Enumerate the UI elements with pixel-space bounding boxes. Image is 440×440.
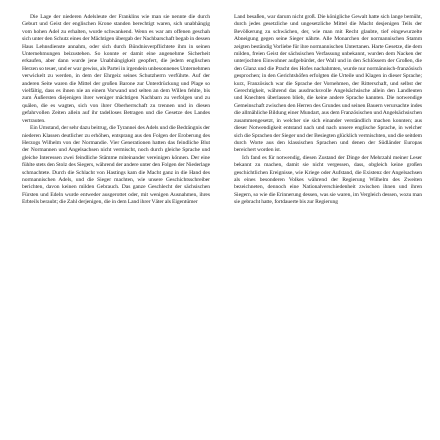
text-column-left — [22, 14, 210, 426]
paragraph: Die Lage der niederen Adelsleute der Franklins wie man sie nennte die durch Geburt und Geist der englischen Krone standen berechtigt waren, sich unabhängig vom hohen Adel zu erhalten, wurde schwankend. Wenn es war am offenen geschah sich unter den Schutz eines der Mächtigen übergab der Nachbarschaft begab in dessen Haus Lehnsdienste annahm, oder sich durch Bündnisverpflichtete ihm in seinen Unternehmungen beizustehen. So konnte er damit eine angenehme Sicherheit erkaufen, aber dann wurde jene Unabhängigkeit geopfert, die jedem englischen Herzen so teuer, und er war gewiss, als Partei in irgendein unbesonnenes Unternehmen verwickelt zu werden, in dem der Ehrgeiz seines Schutzherrn verführte. Auf der anderen Seite waren die Mittel der großen Barone zur Unterdrückung und Plage so vielfältig, dass es ihnen nie an einem Vorwand und selten an dem Willen fehlte, bis zum Äußersten diejenigen ihrer weniger mächtigen Nachbarn zu verfolgen und zu quälen, die es wagten, sich von ihrer Oberherrschaft zu trennen und in diesen gefahrvollen Zeiten allein auf ihr tadelloses Betragen und die Gesetze des Landes vertrauten. — [22, 14, 210, 124]
text-column-right — [234, 14, 422, 426]
paragraph: Land besaßen, war darum nicht groß. Die königliche Gewalt hatte sich lange bemüht, durch jedes gesetzliche und ungesetzliche Mittel die Macht desjenigen Teils der Bevölkerung zu schwächen, der, wie man mit Recht glaubte, tief eingewurzelte Abneigung gegen seine Sieger nährte. Alle Monarchen der normannischen Stamm zeigten beständig Vorliebe für ihre normannischen Untertanen. Harte Gesetze, die dem milden, freien Geist der sächsischen Verfassung unbekannt, wurden dem Nacken der unterjochten Einwohner aufgebürdet, der Wall und in den Schlössern der Großen, die den Glanz und die Pracht des Hofes nachahmten, wurde nur normännisch-französisch gesprochen; in den Gerichtshöfen erfolgten die Urteile und Klagen in dieser Sprache; kurz, Französisch war die Sprache der Vornehmen, der Ritterschaft, und selbst der Gerechtigkeit, während das ausdrucksvolle Angelsächsische allein den Landleuten und Knechten überlassen blieb, die keine andere Sprache kannten. Die notwendige Gemeinschaft zwischen den Herren des Grundes und seinen Bauern verursachte indes die allmähliche Bildung einer Mundart, aus dem Französischen und Angelsächsischen zusammengesetzt, in welcher sie sich einander verständlich machen konnten; aus dieser Notwendigkeit entstand nach und nach unsere englische Sprache, in welcher sich die Sprachen der Sieger und der Besiegten glücklich vermischten, und die seitdem durch Worte aus den klassischen Sprachen und denen der Südländer Europas bereichert worden ist. — [234, 14, 422, 154]
paragraph: Ein Umstand, der sehr dazu beitrug, die Tyrannei des Adels und die Bedrängnis der niederen Klassen deutlicher zu erhöhen, entsprang aus den Folgen der Eroberung des Herzogs Wilhelm von der Normandie. Vier Generationen hatten das feindliche Blut der Normannen und Angelsachsen nicht vermischt, noch durch gleiche Sprache und gleiche Interessen zwei feindliche Stämme miteinander vereinigen können. Der eine fühlte stets den Stolz des Siegers, während der andere unter den Folgen der Niederlage schmachtete. Durch die Schlacht von Hastings kam die Macht ganz in die Hand des normannischen Adels, und die Sieger machten, wie unsere Geschichtsschreiber berichten, davon keinen milden Gebrauch. Das ganze Geschlecht der sächsischen Fürsten und Edeln wurde entweder ausgerottet oder, mit wenigen Ausnahmen, ihres Erbteils beraubt; die Zahl derjenigen, die in dem Land ihrer Väter als Eigentümer — [22, 125, 210, 206]
paragraph: Ich fand es für notwendig, diesen Zustand der Dinge der Mehrzahl meiner Leser bekannt zu machen, damit sie nicht vergessen, dass, obgleich keine großen geschichtlichen Ereignisse, wie Kriege oder Aufstand, die Existenz der Angelsachsen als eines besonderen Volkes während der Regierung Wilhelm des Zweiten bezeichneten, dennoch eine Nationalverschiedenheit zwischen ihnen und ihren Siegern, so wie die Erinnerung dessen, was sie waren, im Vergleich dessen, wozu man sie gebracht hatte, fortdauerte bis zur Regierung — [234, 154, 422, 206]
